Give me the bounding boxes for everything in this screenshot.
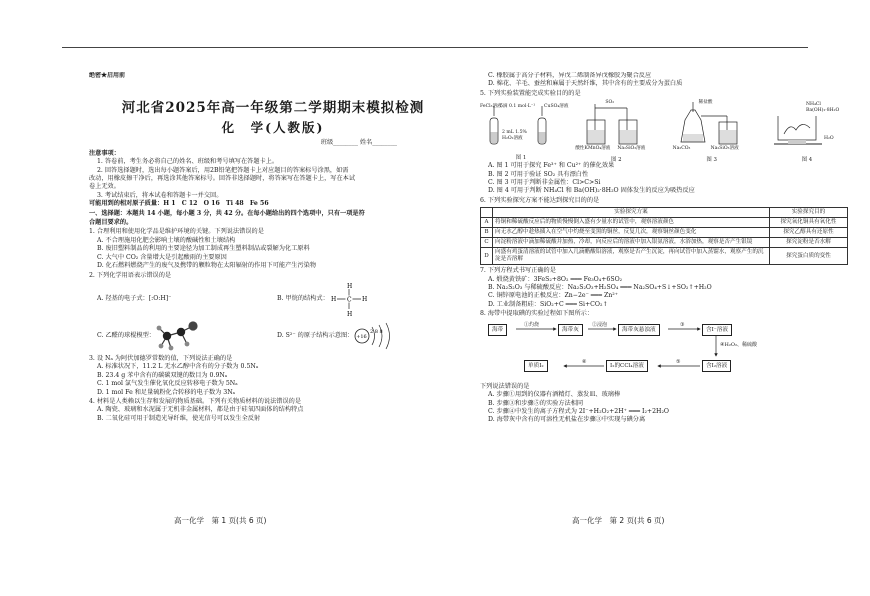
table-header	[481, 208, 493, 218]
fig2-label: 酸性KMnO₄溶液	[575, 146, 611, 152]
table-row	[481, 228, 848, 238]
fig1-label: 2 mL 1.5%	[502, 130, 527, 136]
table-row	[481, 238, 848, 248]
fig4-caption: 图 4	[801, 156, 813, 163]
table-cell: 向盛有鸡蛋清溶液的试管中加入几滴醋酸铅溶液，观察是否产生沉淀，再向试管中加入蒸馏水，观察产生的沉淀是否溶解	[493, 248, 770, 265]
question-3-option: B. 23.4 g 苯中含有的碳碳双键的数目为 0.9Nₐ	[97, 371, 228, 379]
table-cell: 探究蛋白质的变性	[770, 248, 848, 265]
secret-mark: 绝密★启用前	[89, 72, 126, 79]
question-7-option: A. 煅烧黄铁矿：3FeS₂+8O₂ ═══ Fe₃O₄+6SO₂	[488, 275, 623, 283]
question-1-option: C. 大气中 CO₂ 含量增大是引起酸雨的主要原因	[97, 253, 227, 261]
question-5-stem: 5. 下列实验装置能完成实验目的的是	[480, 89, 581, 97]
section-1-title-cont: 合题目要求的。	[89, 219, 133, 227]
fig1-label: FeCl₃溶液	[480, 104, 502, 110]
question-6-table	[480, 207, 848, 265]
flow-box-iodine-solution: 含I₂溶液	[702, 360, 731, 372]
question-4-stem: 4. 材料是人类赖以生存和发展的物质基础。下列有关物质材料的说法错误的是	[89, 397, 302, 405]
note-item: 改动，用橡皮擦干净后，再选涂其他答案标号。回答非选择题时，将答案写在答题卡上，写在本试	[89, 175, 356, 183]
question-4-option: B. 二氧化硅可用于制造光导纤维，使光信号可以发生全反射	[97, 414, 261, 422]
page-footer-right: 高一化学 第 2 页(共 6 页)	[572, 516, 665, 525]
question-2-row-ab	[89, 280, 457, 318]
question-4-option: A. 陶瓷、玻璃和水泥属于无机非金属材料，都是由于硅氧四面体的结构特点	[97, 406, 304, 414]
fig2-label: Na₂SiO₃溶液	[617, 146, 646, 152]
question-7-option: D. 工业制备粗硅：SiO₂+C ═══ Si+CO₂↑	[488, 300, 608, 308]
fig4-label: NH₄Cl	[805, 102, 821, 108]
fig1-label: 5滴 0.1 mol·L⁻¹	[500, 104, 536, 110]
question-8-option: D. 海带灰中含有的可溶性无机盐在步骤③中实现与碘分离	[488, 416, 646, 424]
fig1-label: H₂O₂溶液	[502, 136, 523, 142]
question-8-option: A. 步骤①用到的仪器有酒精灯、蒸发皿、玻璃棒	[488, 391, 621, 399]
table-cell: 探究氧化铜具有氧化性	[770, 218, 848, 228]
table-cell: 向无水乙醇中趁热插入在空气中灼烧至变黑的铜丝，反复几次，观察铜丝颜色变化	[493, 228, 770, 238]
question-7-option: C. 铜锌原电池的正极反应：Zn−2e⁻ ═══ Zn²⁺	[488, 292, 618, 300]
top-rule	[62, 47, 808, 48]
methane-c: C	[346, 296, 352, 304]
notes-heading: 注意事项：	[89, 149, 120, 157]
methane-h-left: H	[330, 295, 337, 303]
question-5-figures	[480, 100, 848, 162]
iodine-extraction-flowchart	[480, 322, 848, 380]
atomic-masses: 可能用到的相对原子质量：H 1 C 12 O 16 Ti 48 Fe 56	[89, 200, 269, 208]
question-2-row-cd	[89, 318, 457, 354]
exam-page-1	[89, 72, 457, 572]
question-5-option: B. 图 2 可用于验证 SO₂ 具有漂白性	[488, 170, 589, 178]
figure-3-drawing	[671, 100, 753, 152]
shell-electrons: 2 8 8	[370, 328, 384, 335]
flow-box-ccl4-solution: I₂的CCl₄溶液	[606, 360, 648, 372]
acetaldehyde-ball-stick-model	[155, 320, 203, 352]
fig3-label: Na₂SiO₃溶液	[710, 146, 739, 152]
name-blank: ________	[372, 139, 397, 147]
figure-2-drawing	[575, 100, 657, 152]
flow-step-2: ②浸泡	[592, 321, 608, 328]
flow-step-4: ④H₂O₂、稀硫酸	[720, 341, 757, 348]
nucleus-charge: +16	[356, 333, 368, 340]
section-1-title: 一、选择题：本题共 14 小题，每小题 3 分，共 42 分。在每小题给出的四个选项中，只有一项是符	[89, 209, 365, 217]
question-1-option: B. 废旧塑料制品的利用的主要途径为加工制成再生塑料制品或裂解为化工原料	[97, 245, 310, 253]
figure-3	[671, 100, 753, 162]
flow-box-suspension: 海带灰悬浊液	[618, 324, 660, 336]
table-cell: A	[481, 218, 493, 228]
question-3-stem: 3. 设 Nₐ 为阿伏加德罗常数的值，下列说法正确的是	[89, 354, 233, 362]
question-5-option: D. 图 4 可用于判断 NH₄Cl 和 Ba(OH)₂·8H₂O 固体发生的反应为吸热反应	[488, 187, 695, 195]
table-cell: B	[481, 228, 493, 238]
question-1-option: D. 化石燃料燃烧产生的废气及携带的颗粒物在太阳辐射的作用下可能产生污染物	[97, 262, 317, 270]
note-item: 1. 答卷前，考生务必将自己的姓名、班级和考号填写在答题卡上。	[97, 158, 279, 166]
fig4-label: H₂O	[823, 136, 834, 142]
question-3-option: A. 标准状况下，11.2 L 无水乙醇中含有的分子数为 0.5Nₐ	[97, 363, 259, 371]
flow-box-kelp-ash: 海带灰	[558, 324, 583, 336]
note-item: 2. 回答选择题时，选出每小题答案后，用2B铅笔把答题卡上对应题目的答案标号涂黑，如需	[97, 166, 349, 174]
question-3-option: C. 1 mol 氯气发生催化氧化反应转移电子数为 5Nₐ	[97, 380, 238, 388]
methane-h-bottom: H	[346, 310, 353, 317]
figure-1	[480, 100, 569, 162]
flow-step-5: ⑤	[676, 358, 681, 365]
exam-page-2	[480, 72, 848, 572]
table-row	[481, 218, 848, 228]
note-item: 卷上无效。	[89, 183, 120, 191]
table-cell: D	[481, 248, 493, 265]
table-header: 实验探究方案	[493, 208, 770, 218]
question-8-stem: 8. 海带中提取碘的实验过程如下图所示：	[480, 310, 594, 318]
question-1-stem: 1. 合理利用和使用化学品是维护环境的关键。下列说法错误的是	[89, 228, 264, 236]
question-6-stem: 6. 下列实验探究方案不能达到探究目的的是	[480, 196, 600, 204]
question-3-option: D. 1 mol Fe 和足量硫粉化合转移的电子数为 3Nₐ	[97, 388, 236, 396]
fig3-label: 稀盐酸	[698, 100, 713, 106]
fig1-caption: 图 1	[515, 154, 527, 161]
question-7-option: B. Na₂S₂O₃ 与稀硫酸反应：Na₂S₂O₃+H₂SO₄ ═══ Na₂SO₄+S↓+SO₂↑+H₂O	[488, 284, 712, 292]
fig1-label: CuSO₄溶液	[544, 104, 569, 110]
question-2-stem: 2. 下列化学用语表示错误的是	[89, 271, 172, 279]
question-1-option: A. 不合理施用化肥会影响土壤的酸碱性和土壤结构	[97, 236, 236, 244]
table-row	[481, 248, 848, 265]
question-8-option: B. 步骤③和步骤⑤的实验方法相同	[488, 399, 584, 407]
table-cell: 探究淀粉是否水解	[770, 238, 848, 248]
question-8-follow: 下列说法错误的是	[480, 382, 530, 390]
fig3-label: Na₂CO₃	[672, 146, 691, 152]
exam-subject: 化 学(人教版)	[221, 120, 325, 136]
question-2-option-d: D. S²⁻ 的原子结构示意图：	[277, 331, 354, 339]
methane-structure-diagram	[329, 281, 369, 317]
table-cell: 探究乙醇具有还原性	[770, 228, 848, 238]
note-item: 3. 考试结束后，将本试卷和答题卡一并交回。	[97, 191, 223, 199]
flow-box-iodine: 单质I₂	[524, 360, 548, 372]
question-7-stem: 7. 下列方程式书写正确的是	[480, 267, 556, 275]
question-2-option-d-wrap	[277, 321, 457, 351]
flow-step-6: ⑥	[582, 358, 587, 365]
table-cell: C	[481, 238, 493, 248]
question-4-option: D. 棉花、羊毛、蚕丝和麻属于天然纤维，其中含有的主要成分为蛋白质	[488, 80, 683, 88]
table-cell: 将铜和稀硫酸反应后的物质慢慢倒入盛有少量水的试管中，观察溶液颜色	[493, 218, 770, 228]
fig4-label: Ba(OH)₂·8H₂O	[805, 108, 840, 114]
flow-step-3: ③	[680, 321, 685, 328]
class-label: 班级	[320, 139, 334, 147]
exam-title: 河北省2025年高一年级第二学期期末模拟检测	[121, 100, 425, 117]
question-2-option-c: C. 乙醛的球棍模型：	[97, 331, 155, 339]
table-cell: 向淀粉溶液中滴加稀硫酸并加热，冷却，向反应后的溶液中加入银氨溶液，水浴加热，观察是否产生银镜	[493, 238, 770, 248]
question-4-option: C. 橡胶属于高分子材料，异戊二烯制备异戊橡胶为聚合反应	[488, 72, 652, 79]
methane-h-top: H	[346, 282, 353, 290]
flow-box-kelp: 海带	[488, 324, 507, 336]
question-5-option: A. 图 1 可用于探究 Fe³⁺ 和 Cu²⁺ 的催化效果	[488, 162, 615, 170]
table-header-row	[481, 208, 848, 218]
question-2-option-c-wrap	[89, 320, 277, 352]
question-2-option-b-wrap	[277, 281, 457, 317]
question-2-option-a: A. 羟基的电子式：[:O:H]⁻	[97, 294, 172, 302]
figure-4	[766, 100, 848, 162]
flow-box-iodide-solution: 含I⁻溶液	[702, 324, 732, 336]
fig2-label: SO₂	[605, 100, 615, 106]
fig2-caption: 图 2	[611, 156, 622, 163]
page-footer-left: 高一化学 第 1 页(共 6 页)	[174, 516, 267, 525]
figure-2	[575, 100, 657, 162]
table-header: 实验探究目的	[770, 208, 848, 218]
sulfide-ion-structure-diagram	[353, 321, 397, 351]
question-8-option: C. 步骤④中发生的离子方程式为 2I⁻+H₂O₂+2H⁺ ═══ I₂+2H₂O	[488, 407, 669, 415]
question-2-option-b: B. 甲烷的结构式：	[277, 294, 329, 302]
fig3-caption: 图 3	[706, 156, 717, 163]
question-5-option: C. 图 3 可用于判断非金属性：Cl>C>Si	[488, 179, 601, 187]
name-label: 姓名	[359, 139, 373, 147]
class-blank: ________	[333, 139, 358, 147]
flow-step-1: ①灼烧	[524, 321, 540, 328]
class-name-line	[89, 139, 457, 147]
methane-h-right: H	[361, 295, 368, 303]
